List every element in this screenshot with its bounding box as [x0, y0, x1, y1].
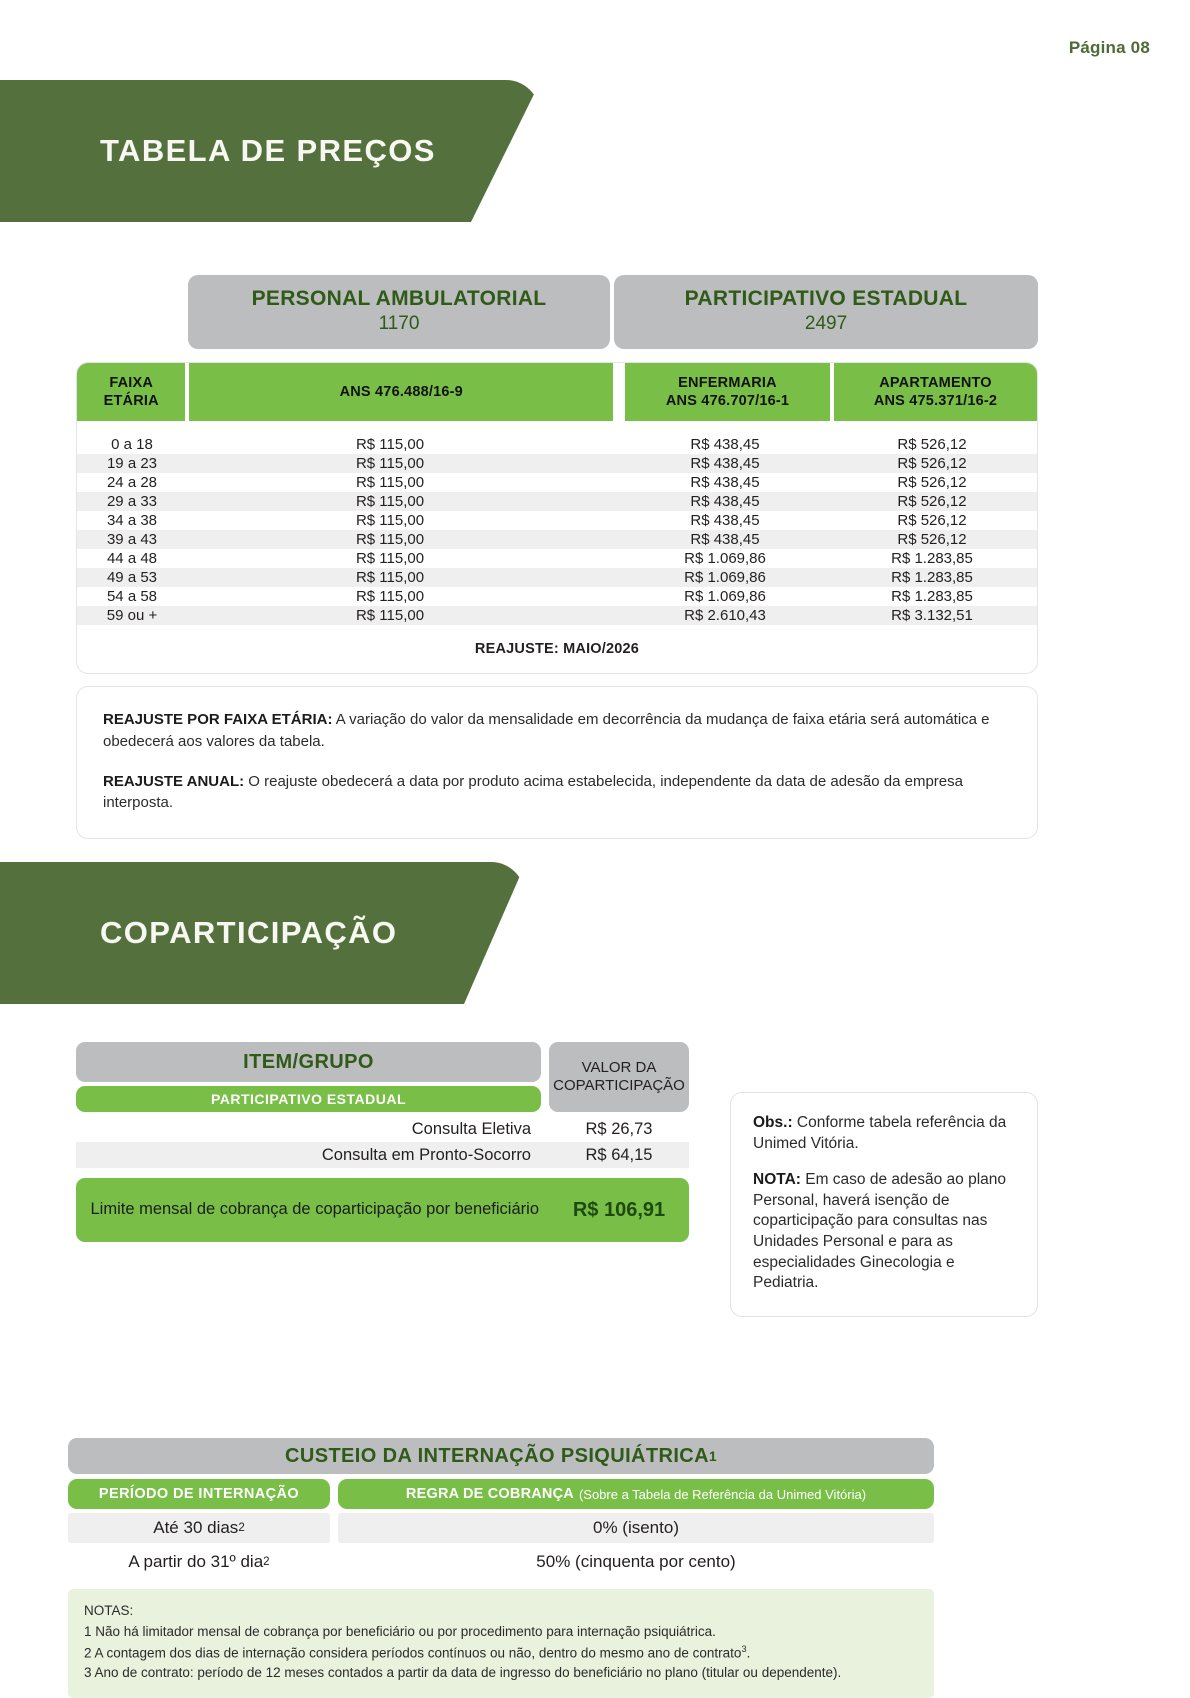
custeio-internacao-psiquiatrica-table [68, 1438, 934, 1698]
cell-enfermaria: R$ 438,45 [690, 493, 760, 510]
cell-faixa-etaria: 59 ou + [106, 607, 158, 624]
cell-faixa-etaria: 39 a 43 [106, 531, 158, 548]
cell-ambulatorial: R$ 115,00 [355, 607, 425, 624]
cell-faixa-etaria: 49 a 53 [106, 569, 158, 586]
psiquiatrica-title [68, 1438, 934, 1474]
note-reajuste-anual [103, 771, 1011, 815]
table-row [77, 492, 1037, 511]
apartamento-line-2: ANS 475.371/16-2 [873, 393, 998, 409]
column-header-periodo-internacao: PERÍODO DE INTERNAÇÃO [68, 1479, 330, 1509]
table-row [77, 606, 1037, 625]
table-row [77, 568, 1037, 587]
cell-apartamento: R$ 1.283,85 [891, 588, 973, 605]
note-label: REAJUSTE ANUAL: [103, 772, 245, 790]
cell-item: Consulta em Pronto-Socorro [321, 1145, 531, 1164]
cell-apartamento: R$ 526,12 [897, 455, 967, 472]
cell-valor: R$ 64,15 [585, 1145, 653, 1164]
plan-pill-participativo-estadual [614, 275, 1038, 349]
cell-regra: 50% (cinquenta por cento) [536, 1552, 736, 1571]
cell-periodo-footnote-marker: 2 [263, 1556, 270, 1568]
psiquiatrica-table-body [68, 1513, 934, 1577]
note-2 [84, 1643, 918, 1664]
price-table-header-row [77, 363, 1037, 421]
cell-ambulatorial: R$ 115,00 [355, 512, 425, 529]
observacao-item [753, 1113, 1015, 1154]
cell-faixa-etaria: 24 a 28 [106, 474, 158, 491]
cell-periodo-text: A partir do 31º dia [128, 1552, 264, 1571]
cell-faixa-etaria: 34 a 38 [106, 512, 158, 529]
cell-apartamento: R$ 526,12 [897, 474, 967, 491]
plan-code: 2497 [804, 313, 848, 334]
nota-text: Em caso de adesão ao plano Personal, haverá isenção de coparticipação para consultas nas Unidades Personal e para as especialidades Ginecologia e Pediatria. [753, 1171, 1007, 1292]
cell-periodo-text: Até 30 dias [153, 1518, 239, 1537]
table-row [77, 587, 1037, 606]
cell-ambulatorial: R$ 115,00 [355, 436, 425, 453]
section-title-precos: TABELA DE PREÇOS [100, 133, 436, 168]
cell-apartamento: R$ 526,12 [897, 512, 967, 529]
nota-item [753, 1170, 1015, 1294]
note-label: REAJUSTE POR FAIXA ETÁRIA: [103, 711, 333, 728]
cell-faixa-etaria: 0 a 18 [111, 436, 153, 453]
note-text: O reajuste obedecerá a data por produto acima estabelecida, independente da data de adesão da empresa interposta. [103, 772, 963, 812]
cell-ambulatorial: R$ 115,00 [355, 569, 425, 586]
plan-pill-group [188, 275, 1038, 349]
cell-apartamento: R$ 1.283,85 [891, 569, 973, 586]
psiquiatrica-title-footnote-marker: 1 [709, 1448, 717, 1464]
plan-name: PERSONAL AMBULATORIAL [251, 287, 547, 310]
cell-enfermaria: R$ 438,45 [690, 531, 760, 548]
coparticipacao-table [76, 1042, 689, 1242]
plan-name: PARTICIPATIVO ESTADUAL [684, 287, 968, 310]
cell-enfermaria: R$ 438,45 [690, 474, 760, 491]
note-reajuste-faixa-etaria [103, 709, 1011, 753]
table-row [77, 530, 1037, 549]
note-3: 3 Ano de contrato: período de 12 meses contados a partir da data de ingresso do beneficiário no plano (titular ou dependente). [84, 1665, 842, 1681]
cell-valor: R$ 26,73 [585, 1119, 653, 1138]
cell-periodo [68, 1547, 330, 1577]
note-2-end: . [746, 1645, 751, 1660]
section-title-coparticipacao: COPARTICIPAÇÃO [100, 915, 398, 950]
column-gap [617, 363, 621, 421]
price-table-footer: REAJUSTE: MAIO/2026 [474, 641, 640, 657]
price-table-body [77, 421, 1037, 625]
cell-ambulatorial: R$ 115,00 [355, 455, 425, 472]
note-2-text: 2 A contagem dos dias de internação considera períodos contínuos ou não, dentro do mesmo ano de contrato [84, 1645, 742, 1660]
cell-enfermaria: R$ 438,45 [690, 436, 760, 453]
observacoes-box [730, 1092, 1038, 1317]
cell-enfermaria: R$ 2.610,43 [684, 607, 766, 624]
cell-apartamento: R$ 3.132,51 [891, 607, 973, 624]
note-text: A variação do valor da mensalidade em decorrência da mudança de faixa etária será automática e obedecerá aos valores da tabela. [103, 711, 990, 750]
regra-cobranca-subtext: (Sobre a Tabela de Referência da Unimed Vitória) [578, 1486, 867, 1502]
cell-periodo [68, 1513, 330, 1543]
cell-apartamento: R$ 526,12 [897, 493, 967, 510]
coparticipacao-table-body [76, 1116, 689, 1168]
cell-regra: 0% (isento) [338, 1513, 934, 1543]
coparticipacao-limit-row [76, 1178, 689, 1242]
plan-band-participativo-estadual: PARTICIPATIVO ESTADUAL [76, 1086, 541, 1112]
cell-apartamento: R$ 1.283,85 [891, 550, 973, 567]
plan-code: 1170 [378, 313, 420, 334]
cell-enfermaria: R$ 438,45 [690, 512, 760, 529]
enfermaria-line-2: ANS 476.707/16-1 [665, 393, 790, 409]
table-row [68, 1513, 934, 1543]
psiquiatrica-title-text: CUSTEIO DA INTERNAÇÃO PSIQUIÁTRICA [285, 1444, 709, 1467]
table-row [68, 1547, 934, 1577]
faixa-line-2: ETÁRIA [103, 393, 159, 409]
psiquiatrica-header-row [68, 1479, 934, 1509]
note-2-footnote-marker: 3 [741, 1643, 747, 1654]
nota-label: NOTA: [753, 1171, 801, 1189]
obs-label: Obs.: [753, 1114, 793, 1131]
cell-ambulatorial: R$ 115,00 [355, 588, 425, 605]
column-header-faixa-etaria [77, 363, 185, 421]
table-row [77, 511, 1037, 530]
plan-pill-personal-ambulatorial [188, 275, 610, 349]
table-row [77, 549, 1037, 568]
cell-ambulatorial: R$ 115,00 [355, 550, 425, 567]
notes-title: NOTAS: [84, 1603, 134, 1618]
column-header-apartamento [834, 363, 1037, 421]
page-number: Página 08 [1068, 38, 1150, 57]
section-banner-precos [0, 80, 540, 222]
cell-apartamento: R$ 526,12 [897, 531, 967, 548]
section-banner-coparticipacao [0, 862, 525, 1004]
price-notes-card [76, 686, 1038, 839]
column-header-valor-coparticipacao [549, 1042, 689, 1112]
table-row [77, 473, 1037, 492]
limit-value: R$ 106,91 [572, 1198, 666, 1221]
column-header-ambulatorial: ANS 476.488/16-9 [189, 363, 613, 421]
table-row [76, 1116, 689, 1142]
column-header-regra-cobranca [338, 1479, 934, 1509]
column-header-enfermaria [625, 363, 830, 421]
cell-faixa-etaria: 54 a 58 [106, 588, 158, 605]
obs-text: Conforme tabela referência da Unimed Vitória. [753, 1114, 1007, 1152]
apartamento-line-1: APARTAMENTO [879, 374, 992, 391]
cell-ambulatorial: R$ 115,00 [355, 531, 425, 548]
limit-label: Limite mensal de cobrança de coparticipação por beneficiário [90, 1200, 539, 1219]
regra-cobranca-text: REGRA DE COBRANÇA [405, 1486, 574, 1502]
psiquiatrica-notes-box [68, 1589, 934, 1698]
table-row [77, 454, 1037, 473]
valor-line-1: VALOR DA [581, 1059, 657, 1076]
cell-enfermaria: R$ 1.069,86 [684, 588, 766, 605]
cell-periodo-footnote-marker: 2 [238, 1522, 245, 1534]
cell-enfermaria: R$ 1.069,86 [684, 550, 766, 567]
column-header-item-grupo: ITEM/GRUPO [76, 1042, 541, 1082]
cell-enfermaria: R$ 1.069,86 [684, 569, 766, 586]
banner-notch-precos [471, 80, 541, 222]
coparticipacao-left-header [76, 1042, 541, 1112]
cell-apartamento: R$ 526,12 [897, 436, 967, 453]
table-row [77, 435, 1037, 454]
table-row [76, 1142, 689, 1168]
note-1: 1 Não há limitador mensal de cobrança por beneficiário ou por procedimento para internação psiquiátrica. [84, 1624, 716, 1640]
cell-ambulatorial: R$ 115,00 [355, 474, 425, 491]
price-table [76, 362, 1038, 674]
cell-faixa-etaria: 19 a 23 [106, 455, 158, 472]
cell-faixa-etaria: 44 a 48 [106, 550, 158, 567]
faixa-line-1: FAIXA [109, 374, 154, 391]
cell-enfermaria: R$ 438,45 [690, 455, 760, 472]
valor-line-2: COPARTICIPAÇÃO [553, 1077, 685, 1094]
enfermaria-line-1: ENFERMARIA [678, 374, 777, 391]
banner-notch-coparticipacao [464, 862, 526, 1004]
cell-item: Consulta Eletiva [411, 1119, 531, 1138]
cell-faixa-etaria: 29 a 33 [106, 493, 158, 510]
coparticipacao-header-row [76, 1042, 689, 1112]
cell-ambulatorial: R$ 115,00 [355, 493, 425, 510]
